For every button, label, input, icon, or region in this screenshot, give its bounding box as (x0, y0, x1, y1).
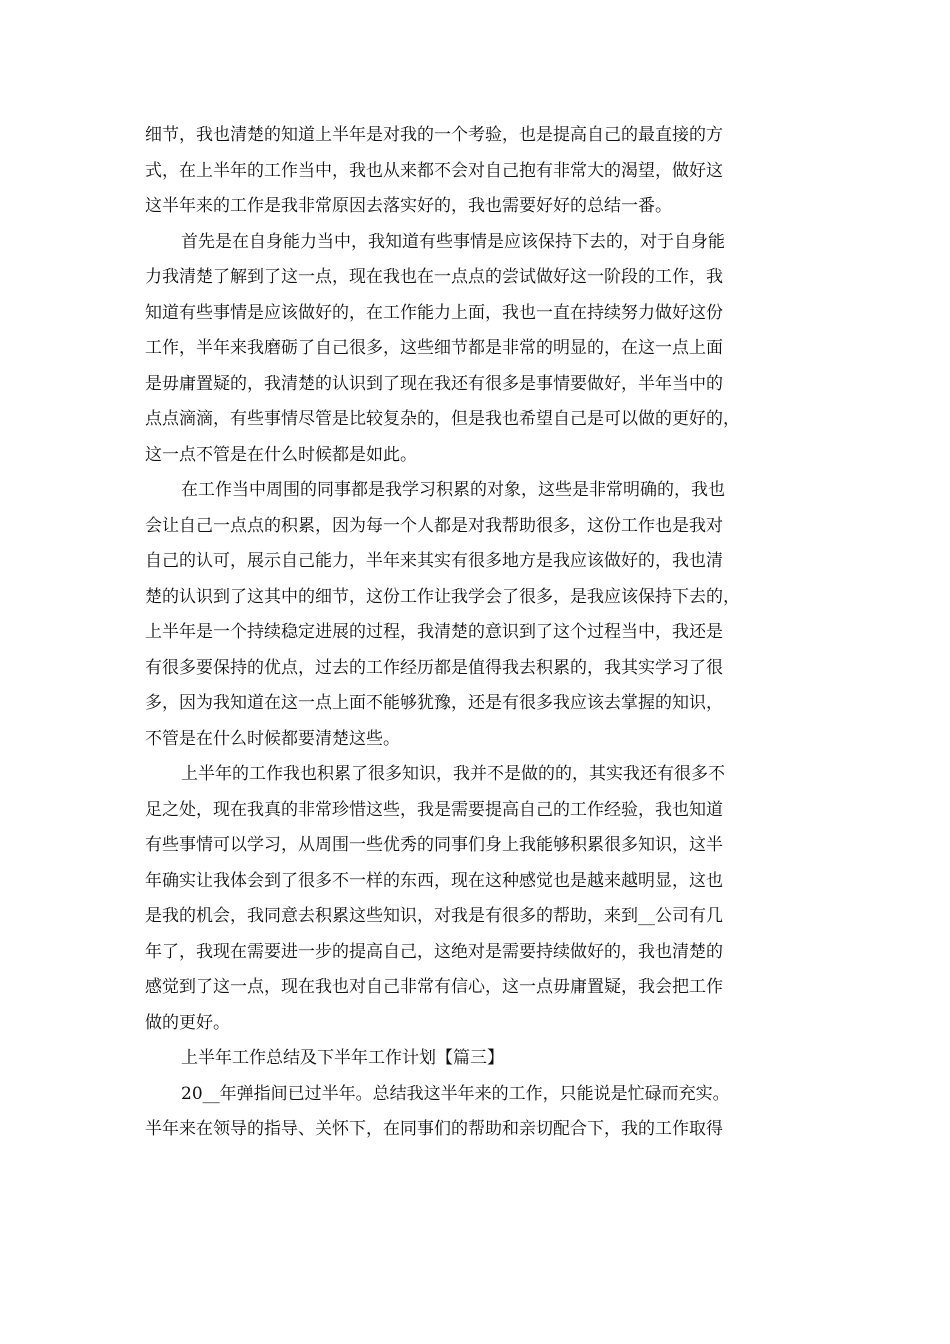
text-line: 多，因为我知道在这一点上面不能够犹豫，还是有很多我应该去掌握的知识， (145, 693, 723, 713)
text-line: 20__年弹指间已过半年。总结我这半年来的工作，只能说是忙碌而充实。 (181, 1083, 730, 1104)
document-body (145, 118, 805, 1148)
text-line: 不管是在什么时候都要清楚这些。 (145, 728, 400, 749)
text-line: 年确实让我体会到了很多不一样的东西，现在这种感觉也是越来越明显，这也 (145, 870, 723, 891)
text-line: 这半年来的工作是我非常原因去落实好的，我也需要好好的总结一番。 (145, 196, 672, 216)
text-line: 上半年工作总结及下半年工作计划【篇三】 (181, 1048, 504, 1068)
text-line: 有很多要保持的优点，过去的工作经历都是值得我去积累的，我其实学习了很 (145, 657, 723, 678)
text-line: 力我清楚了解到了这一点，现在我也在一点点的尝试做好这一阶段的工作，我 (145, 267, 723, 287)
text-line: 做的更好。 (145, 1012, 230, 1033)
text-line: 是毋庸置疑的，我清楚的认识到了现在我还有很多是事情要做好，半年当中的 (145, 373, 723, 394)
text-line: 上半年的工作我也积累了很多知识，我并不是做的的，其实我还有很多不 (181, 764, 725, 784)
text-line: 细节，我也清楚的知道上半年是对我的一个考验，也是提高自己的最直接的方 (145, 125, 723, 145)
text-line: 半年来在领导的指导、关怀下，在同事们的帮助和亲切配合下，我的工作取得 (145, 1119, 723, 1139)
text-line: 楚的认识到了这其中的细节，这份工作让我学会了很多，是我应该保持下去的， (145, 586, 740, 607)
text-line: 上半年是一个持续稳定进展的过程，我清楚的意识到了这个过程当中，我还是 (145, 622, 723, 642)
text-line: 工作，半年来我磨砺了自己很多，这些细节都是非常的明显的，在这一点上面 (145, 338, 723, 358)
text-line: 式，在上半年的工作当中，我也从来都不会对自己抱有非常大的渴望，做好这 (145, 160, 723, 181)
text-line: 首先是在自身能力当中，我知道有些事情是应该保持下去的，对于自身能 (181, 231, 725, 252)
text-line: 感觉到了这一点，现在我也对自己非常有信心，这一点毋庸置疑，我会把工作 (145, 977, 723, 997)
text-line: 在工作当中周围的同事都是我学习积累的对象，这些是非常明确的，我也 (181, 480, 725, 500)
text-line: 足之处，现在我真的非常珍惜这些，我是需要提高自己的工作经验，我也知道 (145, 799, 723, 820)
text-line: 是我的机会，我同意去积累这些知识，对我是有很多的帮助，来到__公司有几 (145, 906, 723, 926)
text-line: 有些事情可以学习，从周围一些优秀的同事们身上我能够积累很多知识，这半 (145, 835, 723, 855)
text-line: 点点滴滴，有些事情尽管是比较复杂的，但是我也希望自己是可以做的更好的， (145, 409, 740, 429)
text-line: 自己的认可，展示自己能力，半年来其实有很多地方是我应该做好的，我也清 (145, 551, 723, 571)
text-line: 这一点不管是在什么时候都是如此。 (145, 444, 417, 465)
text-line: 会让自己一点点的积累，因为每一个人都是对我帮助很多，这份工作也是我对 (145, 515, 723, 536)
text-line: 知道有些事情是应该做好的，在工作能力上面，我也一直在持续努力做好这份 (145, 302, 723, 323)
text-line: 年了，我现在需要进一步的提高自己，这绝对是需要持续做好的，我也清楚的 (145, 941, 723, 962)
